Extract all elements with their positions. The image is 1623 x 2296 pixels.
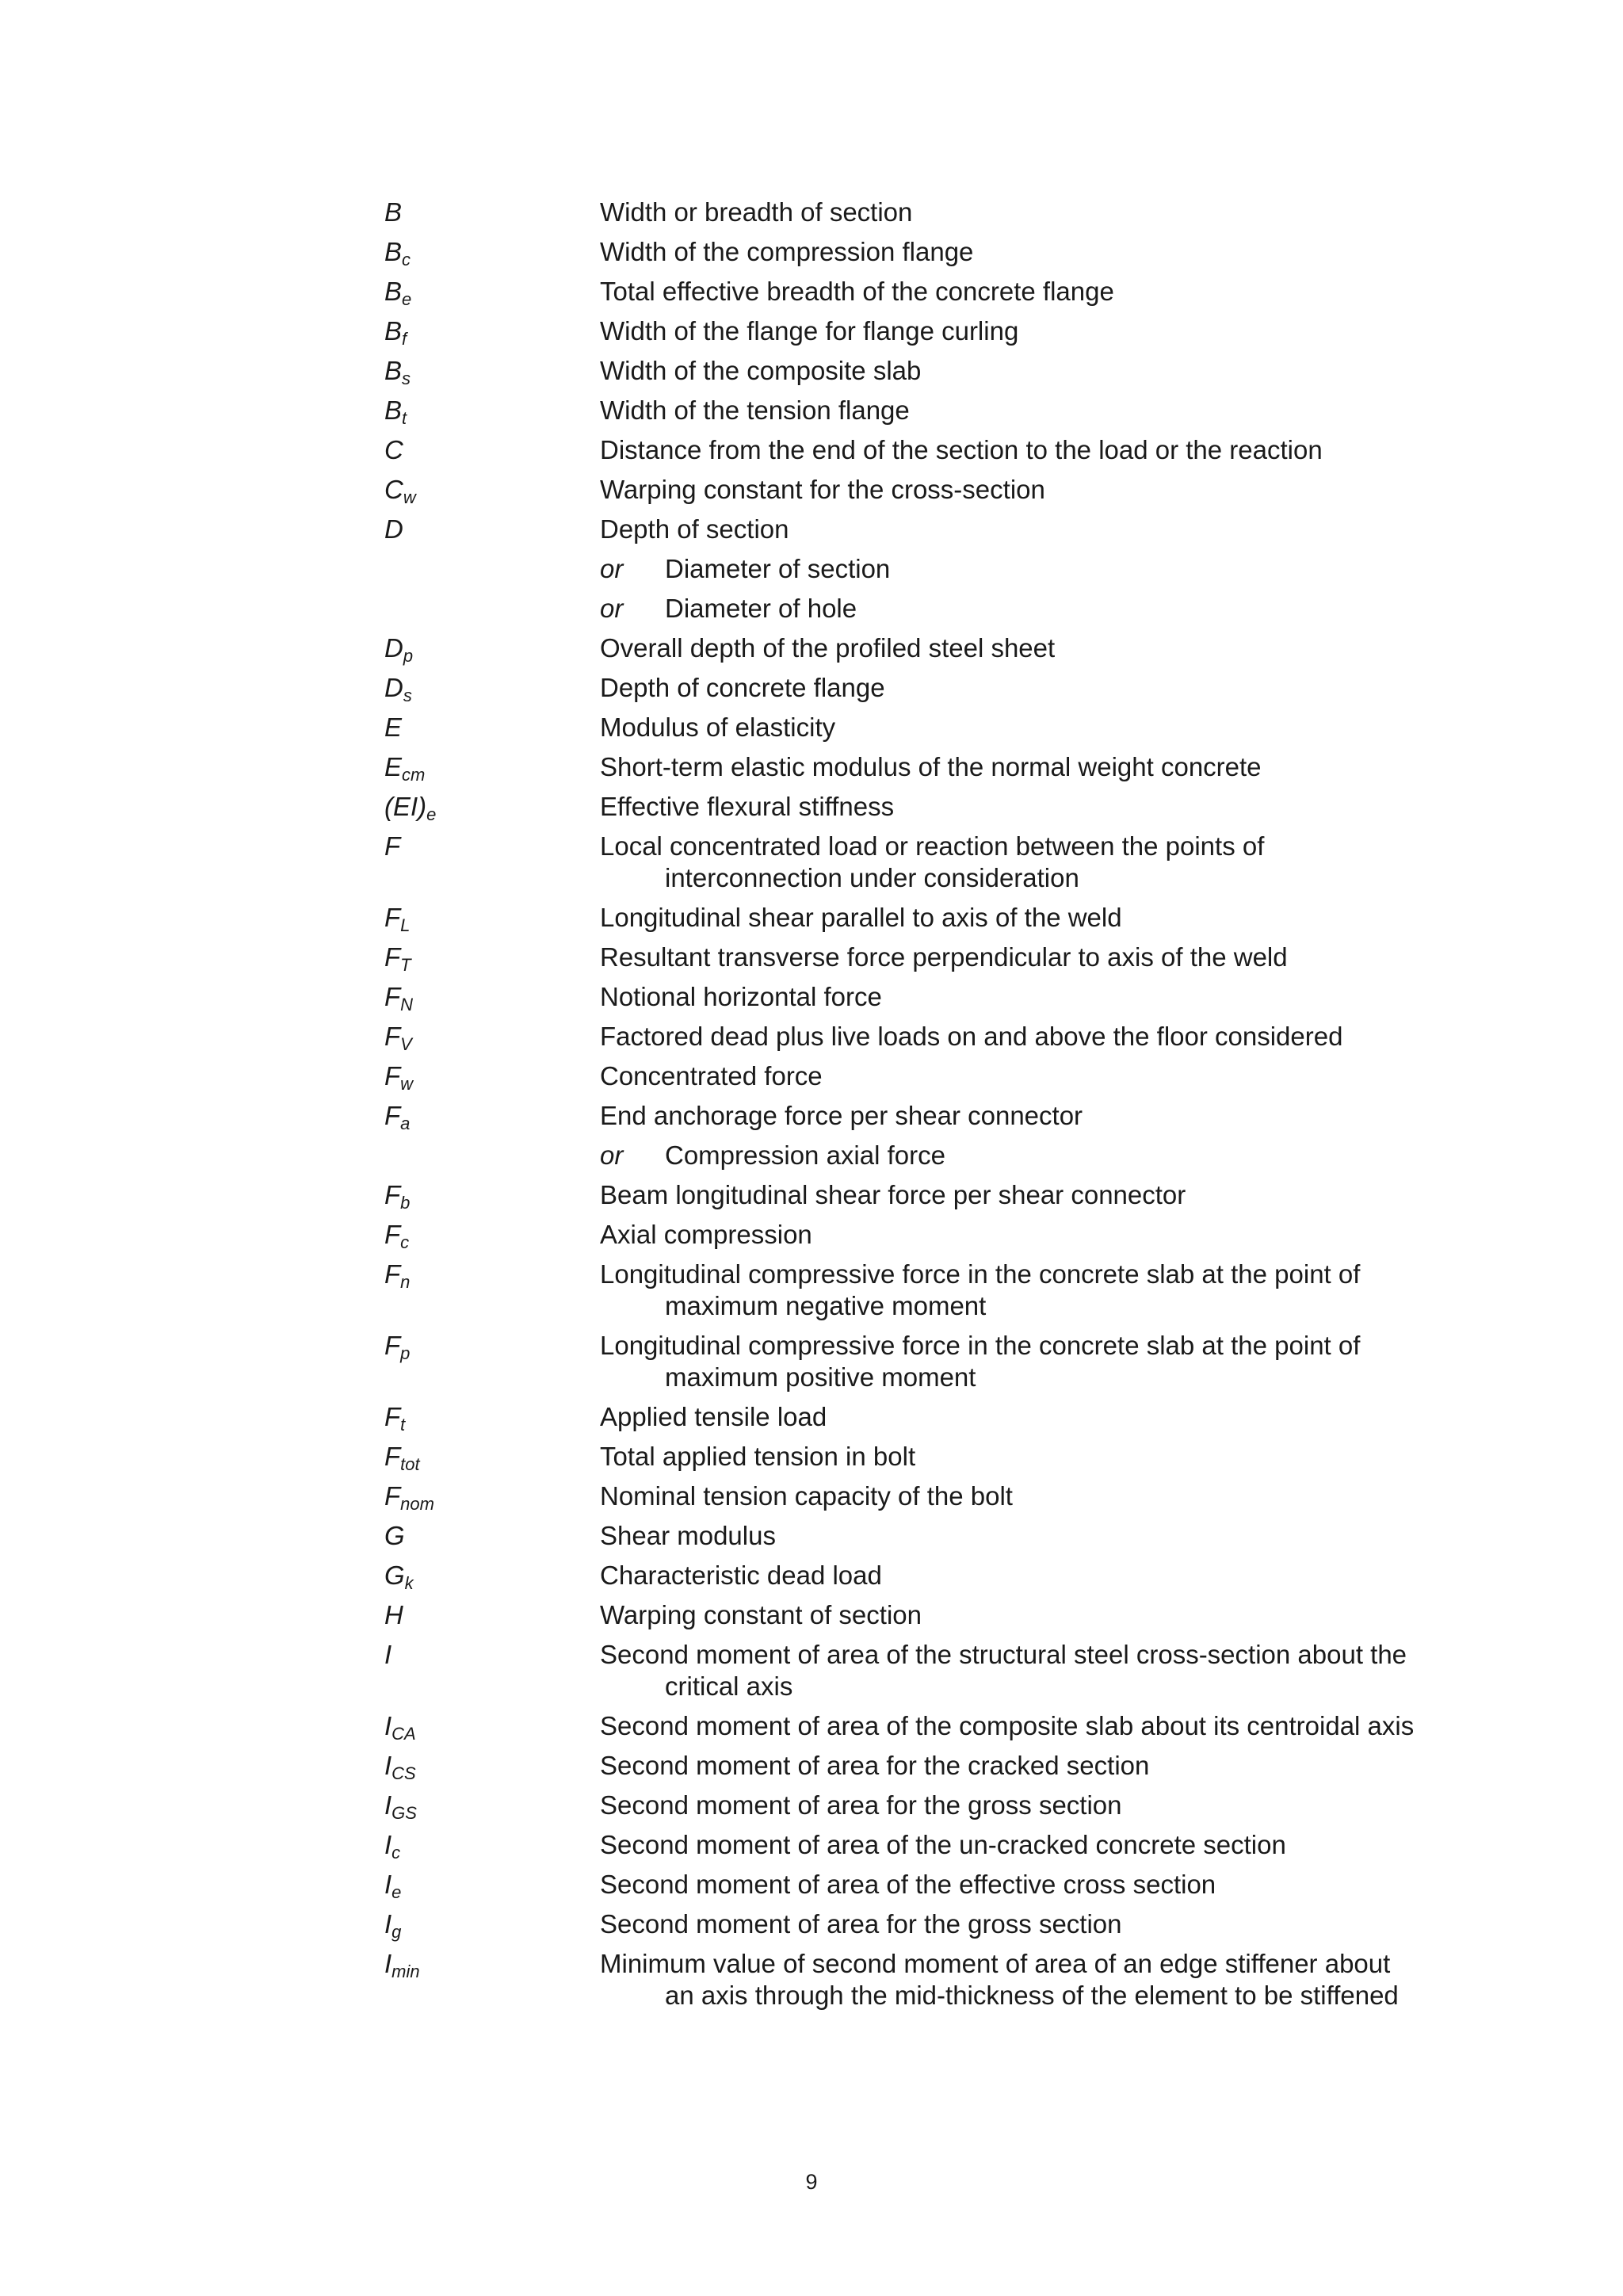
symbol-base: I bbox=[384, 1751, 392, 1780]
symbol-base: F bbox=[384, 1442, 401, 1471]
symbol bbox=[384, 1179, 600, 1211]
symbol-entry bbox=[384, 474, 1415, 506]
symbol-subscript: T bbox=[400, 955, 411, 975]
symbol bbox=[384, 395, 600, 426]
symbol-entry bbox=[384, 712, 1415, 743]
symbol-entry bbox=[384, 1480, 1415, 1512]
symbol-subscript: t bbox=[400, 1415, 406, 1435]
symbol-description bbox=[600, 1599, 1415, 1631]
symbol-subscript: cm bbox=[402, 765, 426, 785]
symbol-base: G bbox=[384, 1561, 405, 1590]
symbol bbox=[384, 1520, 600, 1552]
symbol bbox=[384, 1401, 600, 1433]
symbol-base: F bbox=[384, 1180, 401, 1209]
symbol-entry bbox=[384, 355, 1415, 387]
description-text: Notional horizontal force bbox=[600, 982, 882, 1011]
symbol-base: E bbox=[384, 712, 403, 742]
symbol-description bbox=[600, 1710, 1415, 1742]
symbol-base: D bbox=[384, 514, 403, 544]
symbol-description bbox=[600, 593, 1415, 625]
symbol bbox=[384, 236, 600, 268]
symbol-description bbox=[600, 1100, 1415, 1132]
description-text: Modulus of elasticity bbox=[600, 712, 836, 742]
symbol-base: B bbox=[384, 237, 403, 266]
symbol-subscript: c bbox=[402, 250, 411, 269]
symbol-base: F bbox=[384, 1061, 401, 1091]
symbol-base: I bbox=[384, 1790, 392, 1820]
symbol bbox=[384, 791, 600, 823]
symbol bbox=[384, 1790, 600, 1821]
symbol-description bbox=[600, 1639, 1415, 1702]
symbol bbox=[384, 1639, 600, 1702]
symbol bbox=[384, 197, 600, 228]
description-text: Overall depth of the profiled steel sheet bbox=[600, 633, 1056, 663]
symbol-base: B bbox=[384, 316, 403, 346]
symbol-entry bbox=[384, 1060, 1415, 1092]
symbol-entry bbox=[384, 1401, 1415, 1433]
description-text: Diameter of hole bbox=[665, 594, 857, 623]
symbol-entry bbox=[384, 434, 1415, 466]
symbol-entry bbox=[384, 315, 1415, 347]
symbol-entry bbox=[384, 1259, 1415, 1322]
symbol-description bbox=[600, 1869, 1415, 1901]
symbol-description bbox=[600, 1560, 1415, 1591]
symbol-entry bbox=[384, 1100, 1415, 1132]
symbol-entry bbox=[384, 1750, 1415, 1782]
symbol-base: H bbox=[384, 1600, 403, 1629]
description-text: Axial compression bbox=[600, 1220, 812, 1249]
symbol bbox=[384, 1829, 600, 1861]
symbol bbox=[384, 1750, 600, 1782]
symbol-base: D bbox=[384, 633, 403, 663]
symbol-description bbox=[600, 474, 1415, 506]
symbol-description bbox=[600, 791, 1415, 823]
symbol-base: F bbox=[384, 903, 401, 932]
symbol-base: D bbox=[384, 673, 403, 702]
symbol bbox=[384, 553, 600, 585]
symbol bbox=[384, 1599, 600, 1631]
symbol bbox=[384, 751, 600, 783]
description-text: Depth of concrete flange bbox=[600, 673, 885, 702]
symbol-entry bbox=[384, 553, 1415, 585]
symbol-subscript: nom bbox=[400, 1494, 434, 1514]
symbol-description bbox=[600, 751, 1415, 783]
symbol-base: E bbox=[384, 752, 403, 781]
symbol-base: B bbox=[384, 277, 403, 306]
symbol bbox=[384, 981, 600, 1013]
symbol bbox=[384, 1330, 600, 1393]
description-text: Width of the tension flange bbox=[600, 395, 910, 425]
symbol-entry bbox=[384, 1639, 1415, 1702]
description-text: Second moment of area of the effective cross section bbox=[600, 1870, 1216, 1899]
symbol-base: I bbox=[384, 1711, 392, 1740]
symbol-base: F bbox=[384, 1220, 401, 1249]
symbol-subscript: s bbox=[403, 686, 412, 705]
symbol bbox=[384, 474, 600, 506]
symbol-subscript: p bbox=[400, 1343, 411, 1363]
symbol-base: B bbox=[384, 356, 403, 385]
symbol-base: G bbox=[384, 1521, 405, 1550]
symbol-entry bbox=[384, 942, 1415, 973]
symbol-subscript: e bbox=[426, 804, 437, 824]
or-label: or bbox=[600, 554, 624, 583]
symbol-description bbox=[600, 1441, 1415, 1473]
symbol-entry bbox=[384, 1520, 1415, 1552]
symbol-subscript: t bbox=[402, 408, 407, 428]
symbol-entry bbox=[384, 831, 1415, 894]
symbol-subscript: c bbox=[400, 1232, 410, 1252]
symbol bbox=[384, 1560, 600, 1591]
symbol-entry bbox=[384, 751, 1415, 783]
symbol bbox=[384, 1140, 600, 1171]
symbol-subscript: L bbox=[400, 915, 411, 935]
description-text: Short-term elastic modulus of the normal weight concrete bbox=[600, 752, 1262, 781]
symbol-entry bbox=[384, 1219, 1415, 1251]
description-text: Depth of section bbox=[600, 514, 789, 544]
symbol-subscript: n bbox=[400, 1272, 411, 1292]
symbol-entry bbox=[384, 593, 1415, 625]
symbol-base: B bbox=[384, 395, 403, 425]
symbol-base: I bbox=[384, 1870, 392, 1899]
symbol-description bbox=[600, 1790, 1415, 1821]
symbol-description bbox=[600, 434, 1415, 466]
symbol-description bbox=[600, 1829, 1415, 1861]
description-text: Second moment of area for the cracked section bbox=[600, 1751, 1150, 1780]
symbol-description bbox=[600, 672, 1415, 704]
symbol-entry bbox=[384, 1599, 1415, 1631]
symbol bbox=[384, 712, 600, 743]
symbol-subscript: w bbox=[403, 487, 416, 507]
symbol-description bbox=[600, 1330, 1415, 1393]
description-text: Minimum value of second moment of area of an edge stiffener about an axis through the mid-thickness of the element to be stiffened bbox=[600, 1949, 1399, 2010]
symbol-subscript: e bbox=[391, 1882, 402, 1902]
symbol-entry bbox=[384, 672, 1415, 704]
symbol-subscript: p bbox=[403, 646, 414, 666]
symbol-description bbox=[600, 197, 1415, 228]
symbol-base: F bbox=[384, 1481, 401, 1511]
description-text: Characteristic dead load bbox=[600, 1561, 882, 1590]
symbol-description bbox=[600, 1750, 1415, 1782]
symbol-base: I bbox=[384, 1830, 392, 1859]
or-label: or bbox=[600, 1140, 624, 1170]
symbol-subscript: CA bbox=[391, 1724, 416, 1744]
description-text: Second moment of area for the gross section bbox=[600, 1909, 1122, 1939]
symbol-subscript: g bbox=[391, 1922, 402, 1942]
symbol-base: I bbox=[384, 1909, 392, 1939]
symbol-description bbox=[600, 1480, 1415, 1512]
description-text: Effective flexural stiffness bbox=[600, 792, 895, 821]
symbol-entry bbox=[384, 1179, 1415, 1211]
symbol-description bbox=[600, 632, 1415, 664]
description-text: Width of the composite slab bbox=[600, 356, 922, 385]
symbol-entry bbox=[384, 276, 1415, 308]
symbol-base: I bbox=[384, 1640, 392, 1669]
symbol-description bbox=[600, 831, 1415, 894]
description-text: Warping constant for the cross-section bbox=[600, 475, 1045, 504]
symbol-entry bbox=[384, 981, 1415, 1013]
symbol bbox=[384, 276, 600, 308]
symbol-description bbox=[600, 514, 1415, 545]
or-label: or bbox=[600, 594, 624, 623]
symbol-base: F bbox=[384, 831, 401, 861]
symbol-entry bbox=[384, 1948, 1415, 2011]
symbol-entry bbox=[384, 1869, 1415, 1901]
symbol-entry bbox=[384, 1140, 1415, 1171]
symbol-description bbox=[600, 276, 1415, 308]
symbol-description bbox=[600, 981, 1415, 1013]
description-text: Total applied tension in bolt bbox=[600, 1442, 916, 1471]
symbol-base: F bbox=[384, 1331, 401, 1360]
symbol-base: B bbox=[384, 197, 403, 227]
symbol bbox=[384, 1021, 600, 1052]
symbol bbox=[384, 1441, 600, 1473]
symbol-entry bbox=[384, 632, 1415, 664]
symbol-description bbox=[600, 1179, 1415, 1211]
symbol-base: F bbox=[384, 982, 401, 1011]
symbol-subscript: k bbox=[404, 1573, 414, 1593]
description-text: Second moment of area of the structural steel cross-section about the critical axis bbox=[600, 1640, 1407, 1701]
description-text: Warping constant of section bbox=[600, 1600, 922, 1629]
page-number: 9 bbox=[805, 2170, 818, 2194]
description-text: Factored dead plus live loads on and above the floor considered bbox=[600, 1022, 1343, 1051]
description-text: Width or breadth of section bbox=[600, 197, 913, 227]
symbol-subscript: e bbox=[402, 289, 412, 309]
symbol-description bbox=[600, 1140, 1415, 1171]
symbol-description bbox=[600, 236, 1415, 268]
symbol bbox=[384, 593, 600, 625]
symbol-subscript: w bbox=[400, 1074, 414, 1094]
symbol-description bbox=[600, 1021, 1415, 1052]
symbol-base: I bbox=[384, 1949, 392, 1978]
description-text: Longitudinal compressive force in the concrete slab at the point of maximum negative moment bbox=[600, 1259, 1361, 1320]
description-text: Width of the flange for flange curling bbox=[600, 316, 1019, 346]
description-text: Distance from the end of the section to the load or the reaction bbox=[600, 435, 1323, 464]
symbol-description bbox=[600, 1060, 1415, 1092]
description-text: Width of the compression flange bbox=[600, 237, 974, 266]
description-text: Diameter of section bbox=[665, 554, 891, 583]
symbol-entry bbox=[384, 791, 1415, 823]
symbol bbox=[384, 831, 600, 894]
symbol-description bbox=[600, 355, 1415, 387]
description-text: Longitudinal compressive force in the concrete slab at the point of maximum positive moment bbox=[600, 1331, 1361, 1392]
symbol bbox=[384, 315, 600, 347]
symbol bbox=[384, 1060, 600, 1092]
symbol-entry bbox=[384, 395, 1415, 426]
description-text: Second moment of area for the gross section bbox=[600, 1790, 1122, 1820]
description-text: Second moment of area of the un-cracked concrete section bbox=[600, 1830, 1286, 1859]
symbol bbox=[384, 632, 600, 664]
symbol bbox=[384, 1219, 600, 1251]
symbol bbox=[384, 1948, 600, 2011]
symbol-subscript: CS bbox=[391, 1763, 416, 1783]
symbol-subscript: GS bbox=[391, 1803, 417, 1823]
symbol bbox=[384, 1710, 600, 1742]
symbol-base: F bbox=[384, 1101, 401, 1130]
symbol-subscript: min bbox=[391, 1962, 420, 1981]
description-text: Total effective breadth of the concrete flange bbox=[600, 277, 1114, 306]
symbol-subscript: s bbox=[402, 369, 411, 388]
symbol-entry bbox=[384, 1829, 1415, 1861]
symbol bbox=[384, 1908, 600, 1940]
symbol bbox=[384, 902, 600, 934]
description-text: Local concentrated load or reaction between the points of interconnection under consideration bbox=[600, 831, 1265, 892]
description-text: Resultant transverse force perpendicular to axis of the weld bbox=[600, 942, 1288, 972]
description-text: Longitudinal shear parallel to axis of the weld bbox=[600, 903, 1122, 932]
symbol-description bbox=[600, 395, 1415, 426]
description-text: Shear modulus bbox=[600, 1521, 776, 1550]
symbol-description bbox=[600, 1259, 1415, 1322]
symbol-description bbox=[600, 1219, 1415, 1251]
symbol-description bbox=[600, 1520, 1415, 1552]
symbol bbox=[384, 942, 600, 973]
symbol-subscript: N bbox=[400, 995, 414, 1014]
symbol-description bbox=[600, 902, 1415, 934]
symbol-entry bbox=[384, 1441, 1415, 1473]
symbol-description bbox=[600, 1908, 1415, 1940]
symbol-entry bbox=[384, 1710, 1415, 1742]
symbol-base: F bbox=[384, 1402, 401, 1431]
symbol-list bbox=[384, 197, 1415, 2019]
description-text: Nominal tension capacity of the bolt bbox=[600, 1481, 1013, 1511]
symbol-description bbox=[600, 553, 1415, 585]
symbol-base: C bbox=[384, 475, 403, 504]
description-text: Applied tensile load bbox=[600, 1402, 827, 1431]
description-text: End anchorage force per shear connector bbox=[600, 1101, 1083, 1130]
symbol-base: F bbox=[384, 1022, 401, 1051]
symbol-base: F bbox=[384, 1259, 401, 1289]
symbol-subscript: V bbox=[400, 1034, 412, 1054]
symbol-description bbox=[600, 1948, 1415, 2011]
symbol-entry bbox=[384, 902, 1415, 934]
symbol bbox=[384, 1869, 600, 1901]
symbol bbox=[384, 1259, 600, 1322]
symbol bbox=[384, 672, 600, 704]
description-text: Concentrated force bbox=[600, 1061, 823, 1091]
symbol-entry bbox=[384, 1908, 1415, 1940]
symbol-description bbox=[600, 1401, 1415, 1433]
symbol-entry bbox=[384, 1021, 1415, 1052]
symbol bbox=[384, 355, 600, 387]
symbol-subscript: f bbox=[402, 329, 407, 349]
symbol-entry bbox=[384, 1330, 1415, 1393]
symbol-subscript: tot bbox=[400, 1454, 420, 1474]
symbol-entry bbox=[384, 236, 1415, 268]
symbol-description bbox=[600, 712, 1415, 743]
symbol-base: C bbox=[384, 435, 403, 464]
description-text: Beam longitudinal shear force per shear connector bbox=[600, 1180, 1186, 1209]
symbol-subscript: b bbox=[400, 1193, 411, 1213]
symbol-description bbox=[600, 942, 1415, 973]
symbol bbox=[384, 1480, 600, 1512]
symbol-subscript: a bbox=[400, 1114, 411, 1133]
symbol-entry bbox=[384, 514, 1415, 545]
symbol-base: (EI) bbox=[384, 792, 427, 821]
symbol-subscript: c bbox=[391, 1843, 401, 1862]
description-text: Second moment of area of the composite slab about its centroidal axis bbox=[600, 1711, 1415, 1740]
symbol bbox=[384, 514, 600, 545]
symbol-entry bbox=[384, 1560, 1415, 1591]
description-text: Compression axial force bbox=[665, 1140, 945, 1170]
symbol bbox=[384, 1100, 600, 1132]
symbol-description bbox=[600, 315, 1415, 347]
symbol bbox=[384, 434, 600, 466]
symbol-base: F bbox=[384, 942, 401, 972]
symbol-entry bbox=[384, 1790, 1415, 1821]
symbol-entry bbox=[384, 197, 1415, 228]
